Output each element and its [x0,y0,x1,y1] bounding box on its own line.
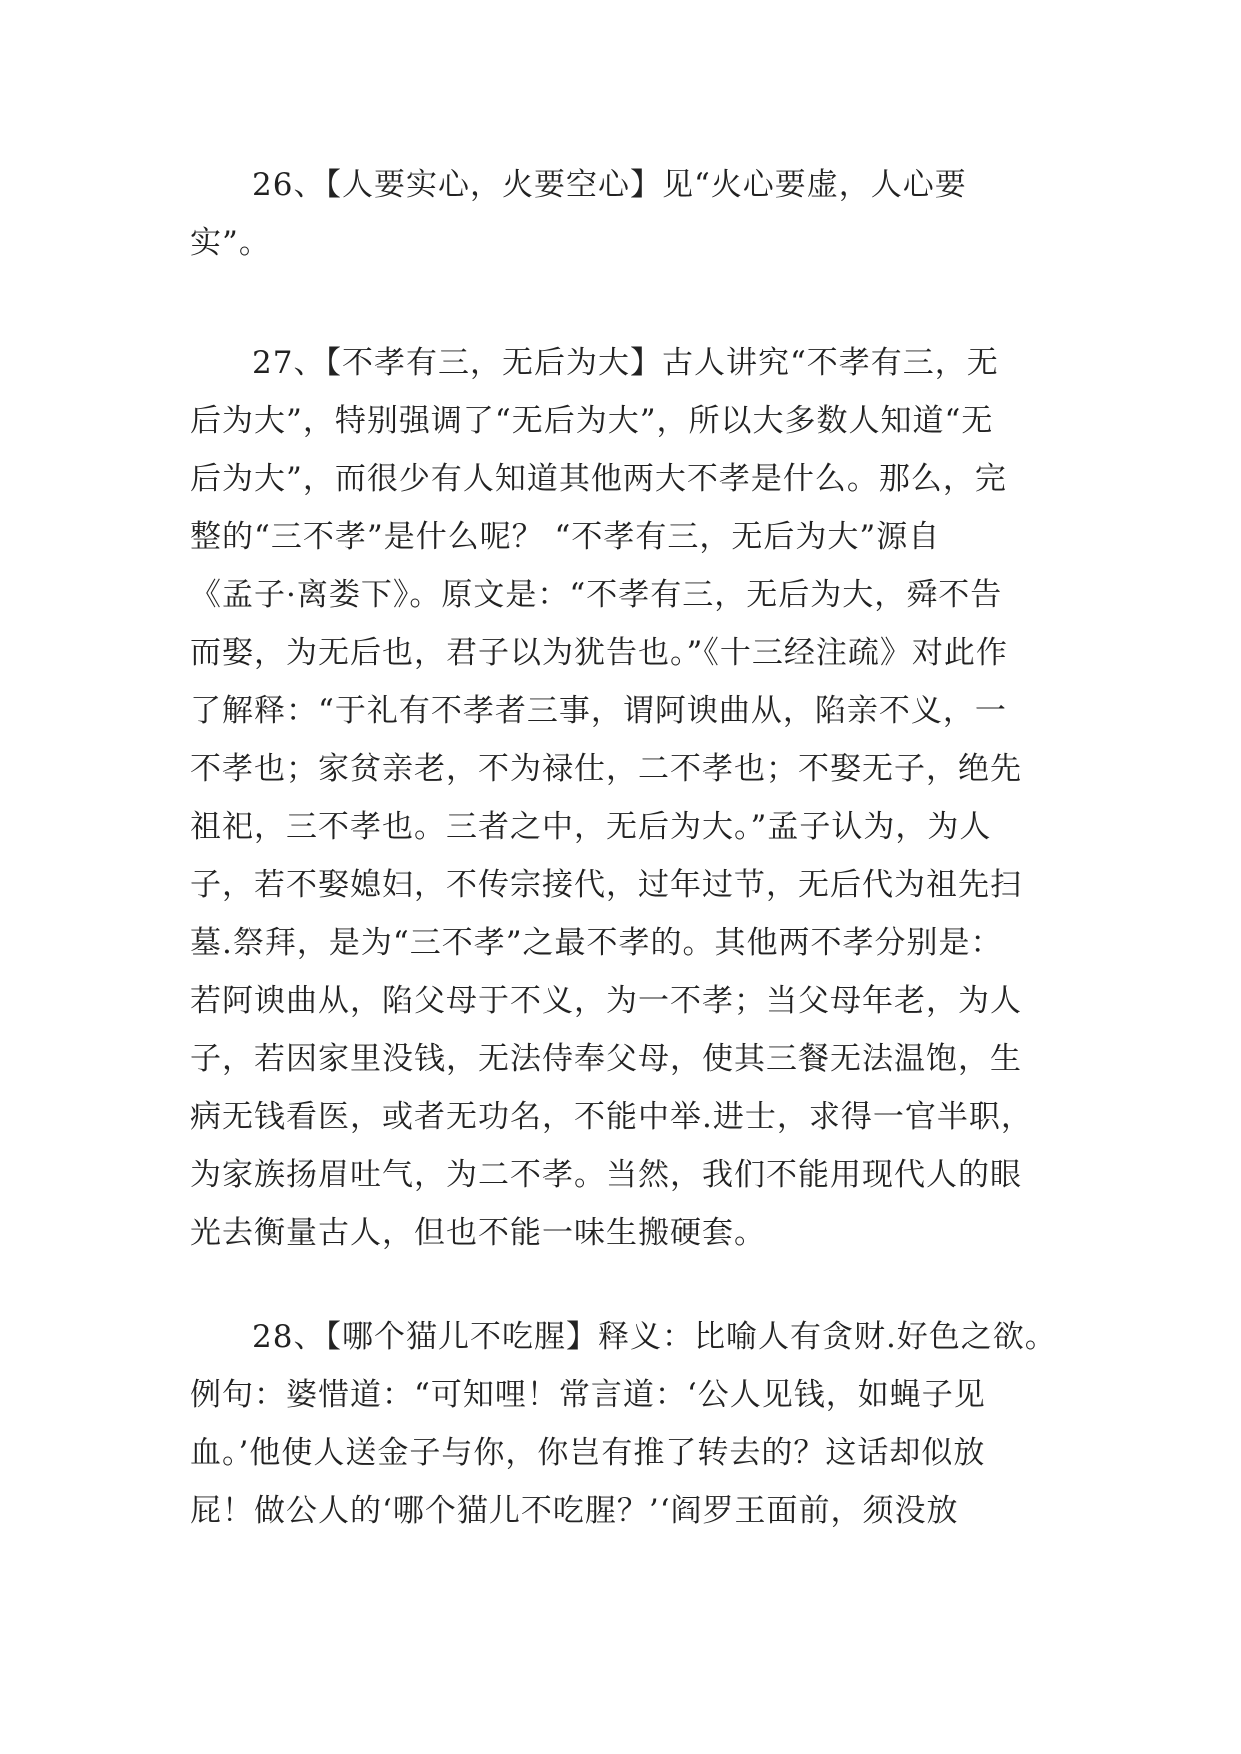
paragraph-line: 子，若因家里没钱，无法侍奉父母，使其三餐无法温饱，生 [190,1041,1022,1077]
paragraph-line: 墓.祭拜，是为“三不孝”之最不孝的。其他两不孝分别是： [190,925,1003,961]
paragraph-line: 后为大”，而很少有人知道其他两大不孝是什么。那么，完 [190,461,1007,497]
paragraph-26 [190,156,1070,272]
paragraph-line: 26、【人要实心，火要空心】见“火心要虚，人心要 [252,167,967,203]
paragraph-line: 《孟子·离娄下》。原文是：“不孝有三，无后为大，舜不告 [190,577,1003,613]
paragraph-line: 屁！做公人的‘哪个猫儿不吃腥？’‘阎罗王面前，须没放 [190,1493,959,1529]
paragraph-line: 为家族扬眉吐气，为二不孝。当然，我们不能用现代人的眼 [190,1157,1022,1193]
paragraph-line: 例句：婆惜道：“可知哩！常言道：‘公人见钱，如蝇子见 [190,1377,986,1413]
paragraph-line: 病无钱看医，或者无功名，不能中举.进士，求得一官半职， [190,1099,1033,1135]
paragraph-line: 若阿谀曲从，陷父母于不义，为一不孝；当父母年老，为人 [190,983,1022,1019]
paragraph-27 [190,334,1070,1262]
paragraph-line: 而娶，为无后也，君子以为犹告也。”《十三经注疏》对此作 [190,635,1008,671]
paragraph-line: 了解释：“于礼有不孝者三事，谓阿谀曲从，陷亲不义，一 [190,693,1007,729]
paragraph-line: 血。’他使人送金子与你，你岂有推了转去的？这话却似放 [190,1435,986,1471]
paragraph-line: 27、【不孝有三，无后为大】古人讲究“不孝有三，无 [252,345,999,381]
paragraph-line: 子，若不娶媳妇，不传宗接代，过年过节，无后代为祖先扫 [190,867,1022,903]
paragraph-line: 祖祀，三不孝也。三者之中，无后为大。”孟子认为，为人 [190,809,992,845]
paragraph-line: 实”。 [190,225,271,261]
paragraph-line: 不孝也；家贫亲老，不为禄仕，二不孝也；不娶无子，绝先 [190,751,1022,787]
paragraph-line: 28、【哪个猫儿不吃腥】释义：比喻人有贪财.好色之欲。 [252,1319,1057,1355]
paragraph-28 [190,1308,1070,1540]
paragraph-line: 后为大”，特别强调了“无后为大”，所以大多数人知道“无 [190,403,994,439]
paragraph-line: 光去衡量古人，但也不能一味生搬硬套。 [190,1215,766,1251]
paragraph-line: 整的“三不孝”是什么呢？ “不孝有三，无后为大”源自 [190,519,941,555]
